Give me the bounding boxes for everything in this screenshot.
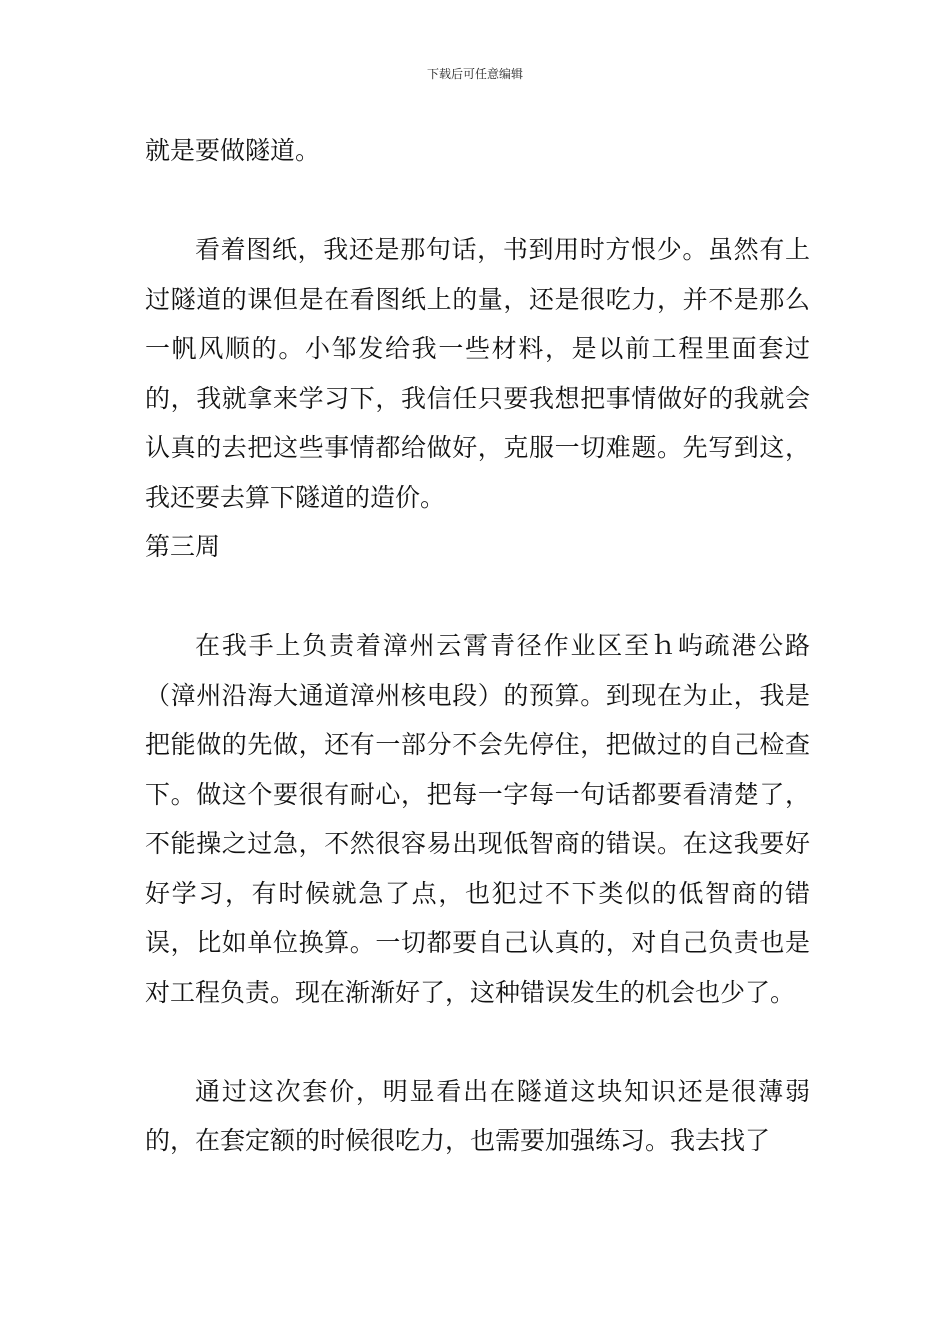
document-body [145, 126, 810, 1166]
paragraph-budget: 在我手上负责着漳州云霄青径作业区至ｈ屿疏港公路（漳州沿海大通道漳州核电段）的预算。到现在为止，我是把能做的先做，还有一部分不会先停住，把做过的自己检查下。做这个要很有耐心，把每一字每一句话都要看清楚了，不能操之过急，不然很容易出现低智商的错误。在这我要好好学习，有时候就急了点，也犯过不下类似的低智商的错误，比如单位换算。一切都要自己认真的，对自己负责也是对工程负责。现在渐渐好了，这种错误发生的机会也少了。 [145, 631, 810, 1007]
section-heading-week-three: 第三周 [145, 532, 221, 561]
paragraph-pricing: 通过这次套价，明显看出在隧道这块知识还是很薄弱的，在套定额的时候很吃力，也需要加强练习。我去找了 [145, 1076, 810, 1155]
paragraph-drawings: 看着图纸，我还是那句话，书到用时方恨少。虽然有上过隧道的课但是在看图纸上的量，还是很吃力，并不是那么一帆风顺的。小邹发给我一些材料，是以前工程里面套过的，我就拿来学习下，我信任只要我想把事情做好的我就会认真的去把这些事情都给做好，克服一切难题。先写到这，我还要去算下隧道的造价。 [145, 235, 810, 512]
paragraph-continuation: 就是要做隧道。 [145, 136, 321, 165]
header-note: 下载后可任意编辑 [426, 67, 523, 81]
